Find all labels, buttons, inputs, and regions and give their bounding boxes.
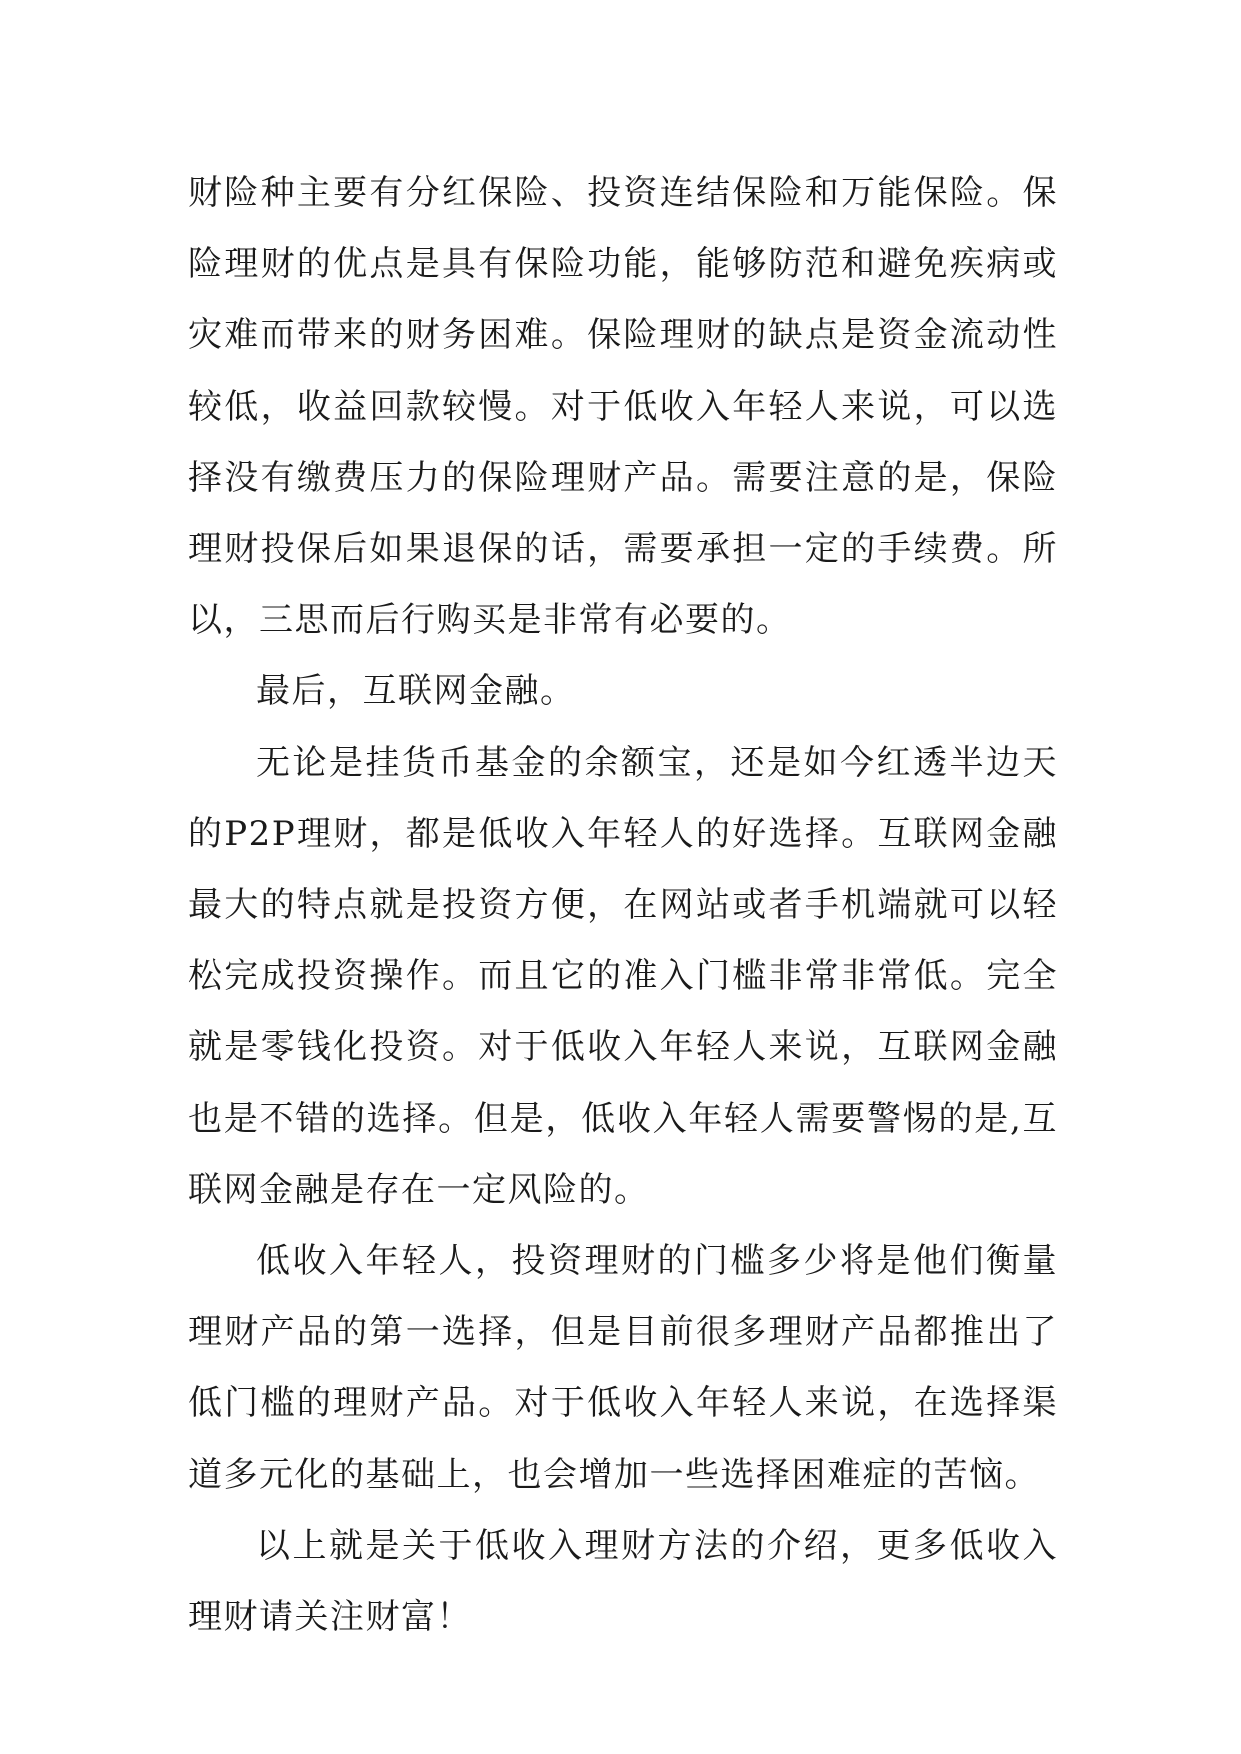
paragraph-low-threshold: 低收入年轻人，投资理财的门槛多少将是他们衡量理财产品的第一选择，但是目前很多理财产品都推出了低门槛的理财产品。对于低收入年轻人来说，在选择渠道多元化的基础上，也会增加一些选择困难症的苦恼。 xyxy=(188,1241,1058,1495)
document-body xyxy=(188,158,1058,1653)
paragraph-internet-finance-heading: 最后，互联网金融。 xyxy=(256,671,576,712)
paragraph-conclusion: 以上就是关于低收入理财方法的介绍，更多低收入理财请关注财富！ xyxy=(188,1525,1058,1638)
paragraph-internet-finance: 无论是挂货币基金的余额宝，还是如今红透半边天的P2P理财，都是低收入年轻人的好选择。互联网金融最大的特点就是投资方便，在网站或者手机端就可以轻松完成投资操作。而且它的准入门槛非常非常低。完全就是零钱化投资。对于低收入年轻人来说，互联网金融也是不错的选择。但是，低收入年轻人需要警惕的是,互联网金融是存在一定风险的。 xyxy=(188,742,1058,1210)
paragraph-insurance-continued: 财险种主要有分红保险、投资连结保险和万能保险。保险理财的优点是具有保险功能，能够防范和避免疾病或灾难而带来的财务困难。保险理财的缺点是资金流动性较低，收益回款较慢。对于低收入年轻人来说，可以选择没有缴费压力的保险理财产品。需要注意的是，保险理财投保后如果退保的话，需要承担一定的手续费。所以，三思而后行购买是非常有必要的。 xyxy=(188,173,1058,641)
